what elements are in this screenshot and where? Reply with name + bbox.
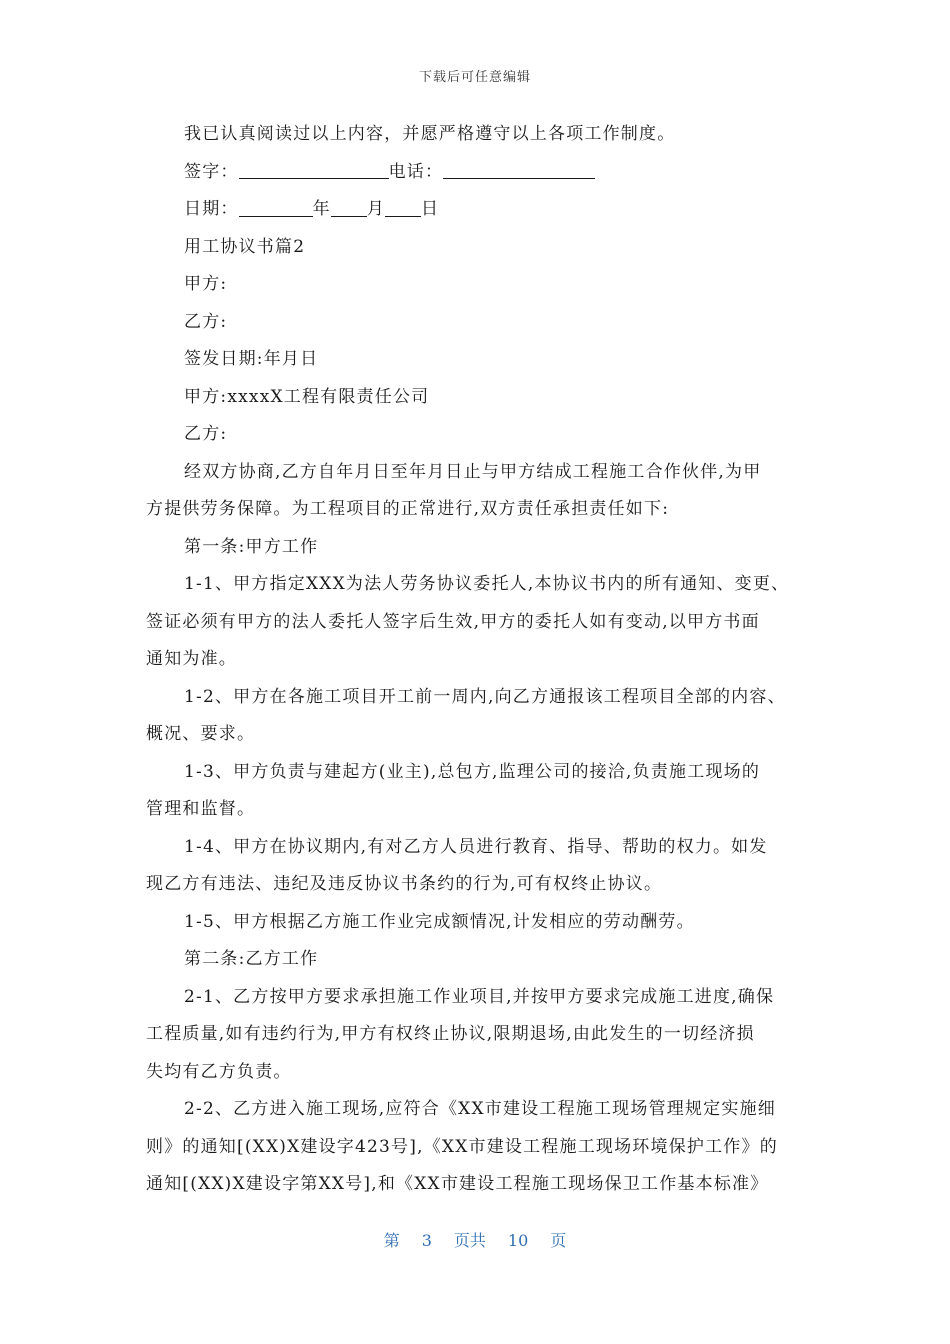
paragraph-line: 1-4、甲方在协议期内,有对乙方人员进行教育、指导、帮助的权力。如发 xyxy=(184,836,768,857)
paragraph-line: 1-5、甲方根据乙方施工作业完成额情况,计发相应的劳动酬劳。 xyxy=(184,911,695,932)
paragraph-line: 经双方协商,乙方自年月日至年月日止与甲方结成工程施工合作伙伴,为甲 xyxy=(184,461,762,482)
section-title: 用工协议书篇2 xyxy=(184,236,306,257)
paragraph-line: 通知[(XX)X建设字第XX号],和《XX市建设工程施工现场保卫工作基本标准》 xyxy=(146,1174,769,1194)
paragraph-line: 失均有乙方负责。 xyxy=(146,1061,292,1082)
paragraph-line: 2-2、乙方进入施工现场,应符合《XX市建设工程施工现场管理规定实施细 xyxy=(184,1099,776,1119)
paragraph-line: 2-1、乙方按甲方要求承担施工作业项目,并按甲方要求完成施工进度,确保 xyxy=(184,986,775,1007)
day-blank xyxy=(385,215,421,217)
day-label: 日 xyxy=(421,199,440,219)
paragraph-line: 概况、要求。 xyxy=(146,724,256,744)
paragraph-line: 方提供劳务保障。为工程项目的正常进行,双方责任承担责任如下: xyxy=(146,499,670,519)
party-b-line-2: 乙方: xyxy=(184,424,228,444)
year-label: 年 xyxy=(312,199,331,219)
paragraph-line: 管理和监督。 xyxy=(146,799,256,819)
article-heading: 第一条:甲方工作 xyxy=(184,536,319,557)
page-footer xyxy=(0,1228,950,1251)
paragraph-line: 现乙方有违法、违纪及违反协议书条约的行为,可有权终止协议。 xyxy=(146,874,663,894)
sign-label: 签字： xyxy=(184,161,239,182)
paragraph-line: 1-2、甲方在各施工项目开工前一周内,向乙方通报该工程项目全部的内容、 xyxy=(184,686,786,707)
article-heading: 第二条:乙方工作 xyxy=(184,949,319,969)
paragraph-line: 通知为准。 xyxy=(146,649,237,669)
signature-row xyxy=(146,154,806,192)
party-a-company-line: 甲方:xxxxX工程有限责任公司 xyxy=(184,386,430,407)
paragraph-line: 1-1、甲方指定XXX为法人劳务协议委托人,本协议书内的所有通知、变更、 xyxy=(184,574,790,594)
phone-blank xyxy=(443,177,595,179)
month-label: 月 xyxy=(366,199,386,219)
page-end-text: 页 xyxy=(550,1231,567,1250)
page-total: 10 xyxy=(507,1231,529,1250)
document-body xyxy=(146,116,806,1204)
page-number: 3 xyxy=(421,1231,432,1250)
party-b-line: 乙方: xyxy=(184,311,228,332)
issue-date-line: 签发日期:年月日 xyxy=(184,349,319,369)
page-mid-text: 页共 xyxy=(453,1231,486,1250)
party-a-line: 甲方: xyxy=(184,274,228,294)
paragraph-line: 则》的通知[(XX)X建设字423号],《XX市建设工程施工现场环境保护工作》的 xyxy=(146,1136,778,1157)
paragraph-line: 工程质量,如有违约行为,甲方有权终止协议,限期退场,由此发生的一切经济损 xyxy=(146,1024,755,1044)
date-row xyxy=(146,191,806,229)
year-blank xyxy=(239,215,313,217)
paragraph-line: 1-3、甲方负责与建起方(业主),总包方,监理公司的接洽,负责施工现场的 xyxy=(184,761,761,782)
page-word: 第 xyxy=(383,1231,400,1250)
paragraph-line: 签证必须有甲方的法人委托人签字后生效,甲方的委托人如有变动,以甲方书面 xyxy=(146,611,760,632)
date-label: 日期： xyxy=(184,199,239,219)
sign-blank xyxy=(239,177,389,179)
phone-label: 电话： xyxy=(388,161,444,182)
month-blank xyxy=(331,215,367,217)
page-header: 下载后可任意编辑 xyxy=(418,70,531,85)
acknowledgement-line: 我已认真阅读过以上内容，并愿严格遵守以上各项工作制度。 xyxy=(184,124,676,144)
